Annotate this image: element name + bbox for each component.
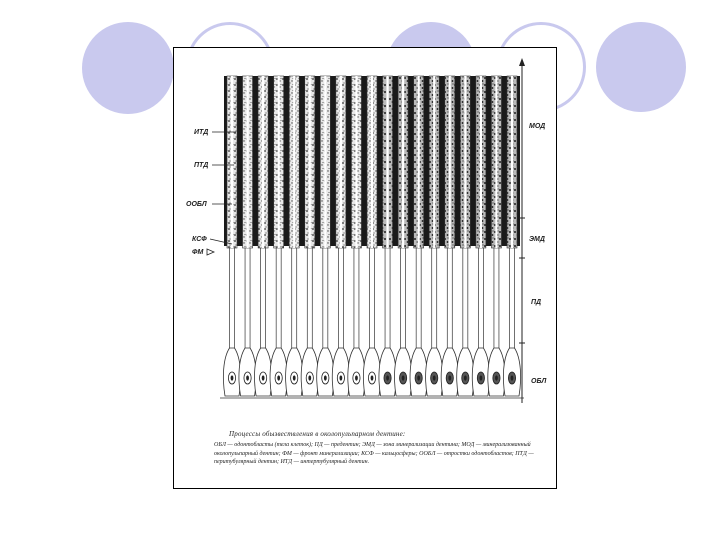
odontoblast-columns: [220, 76, 524, 398]
nucleolus: [417, 375, 420, 380]
label-mod: МОД: [529, 123, 546, 130]
nucleolus: [308, 375, 311, 380]
label-oobl: ООБЛ: [186, 201, 207, 208]
label-fm-arrow: [207, 249, 214, 255]
label-obl: ОБЛ: [531, 378, 547, 385]
label-ptd: ПТД: [194, 162, 209, 169]
nucleolus: [448, 375, 451, 380]
nucleolus: [495, 375, 498, 380]
nucleolus: [386, 375, 389, 380]
caption-text: ОБЛ — одонтобласты (тела клеток); ПД — предентин; ЭМД — зона минерализации дентина; МОД — минерализованный околопульпарный дентин; ФМ — фронт минерализации; КСФ — кальцосферы; ООБЛ — отростки одонтобластов; ПТД — перитубулярный дентин; ИТД — интертубулярный дентин.: [214, 442, 534, 465]
nucleolus: [433, 375, 436, 380]
decor-circle-1: [82, 22, 174, 114]
right-labels: [529, 123, 546, 385]
label-ksf: КСФ: [192, 236, 207, 243]
label-emd: ЭМД: [529, 236, 545, 243]
nucleolus: [246, 375, 249, 380]
nucleolus: [511, 375, 514, 380]
label-itd: ИТД: [194, 129, 209, 136]
label-fm: ФМ: [192, 249, 204, 256]
nucleolus: [231, 375, 234, 380]
nucleolus: [339, 375, 342, 380]
dentin-mineralization-figure: [173, 47, 557, 489]
nucleolus: [355, 375, 358, 380]
nucleolus: [324, 375, 327, 380]
nucleolus: [479, 375, 482, 380]
scale-arrowhead: [519, 58, 525, 66]
decor-circle-3: [596, 22, 686, 112]
caption-title: Процессы обызвествления в околопульпарном дентине:: [229, 430, 406, 438]
nucleolus: [371, 375, 374, 380]
odontoblast-diagram: [174, 48, 558, 428]
nucleolus: [402, 375, 405, 380]
nucleolus: [262, 375, 265, 380]
nucleolus: [277, 375, 280, 380]
nucleolus: [293, 375, 296, 380]
nucleolus: [464, 375, 467, 380]
label-pd: ПД: [531, 299, 542, 306]
